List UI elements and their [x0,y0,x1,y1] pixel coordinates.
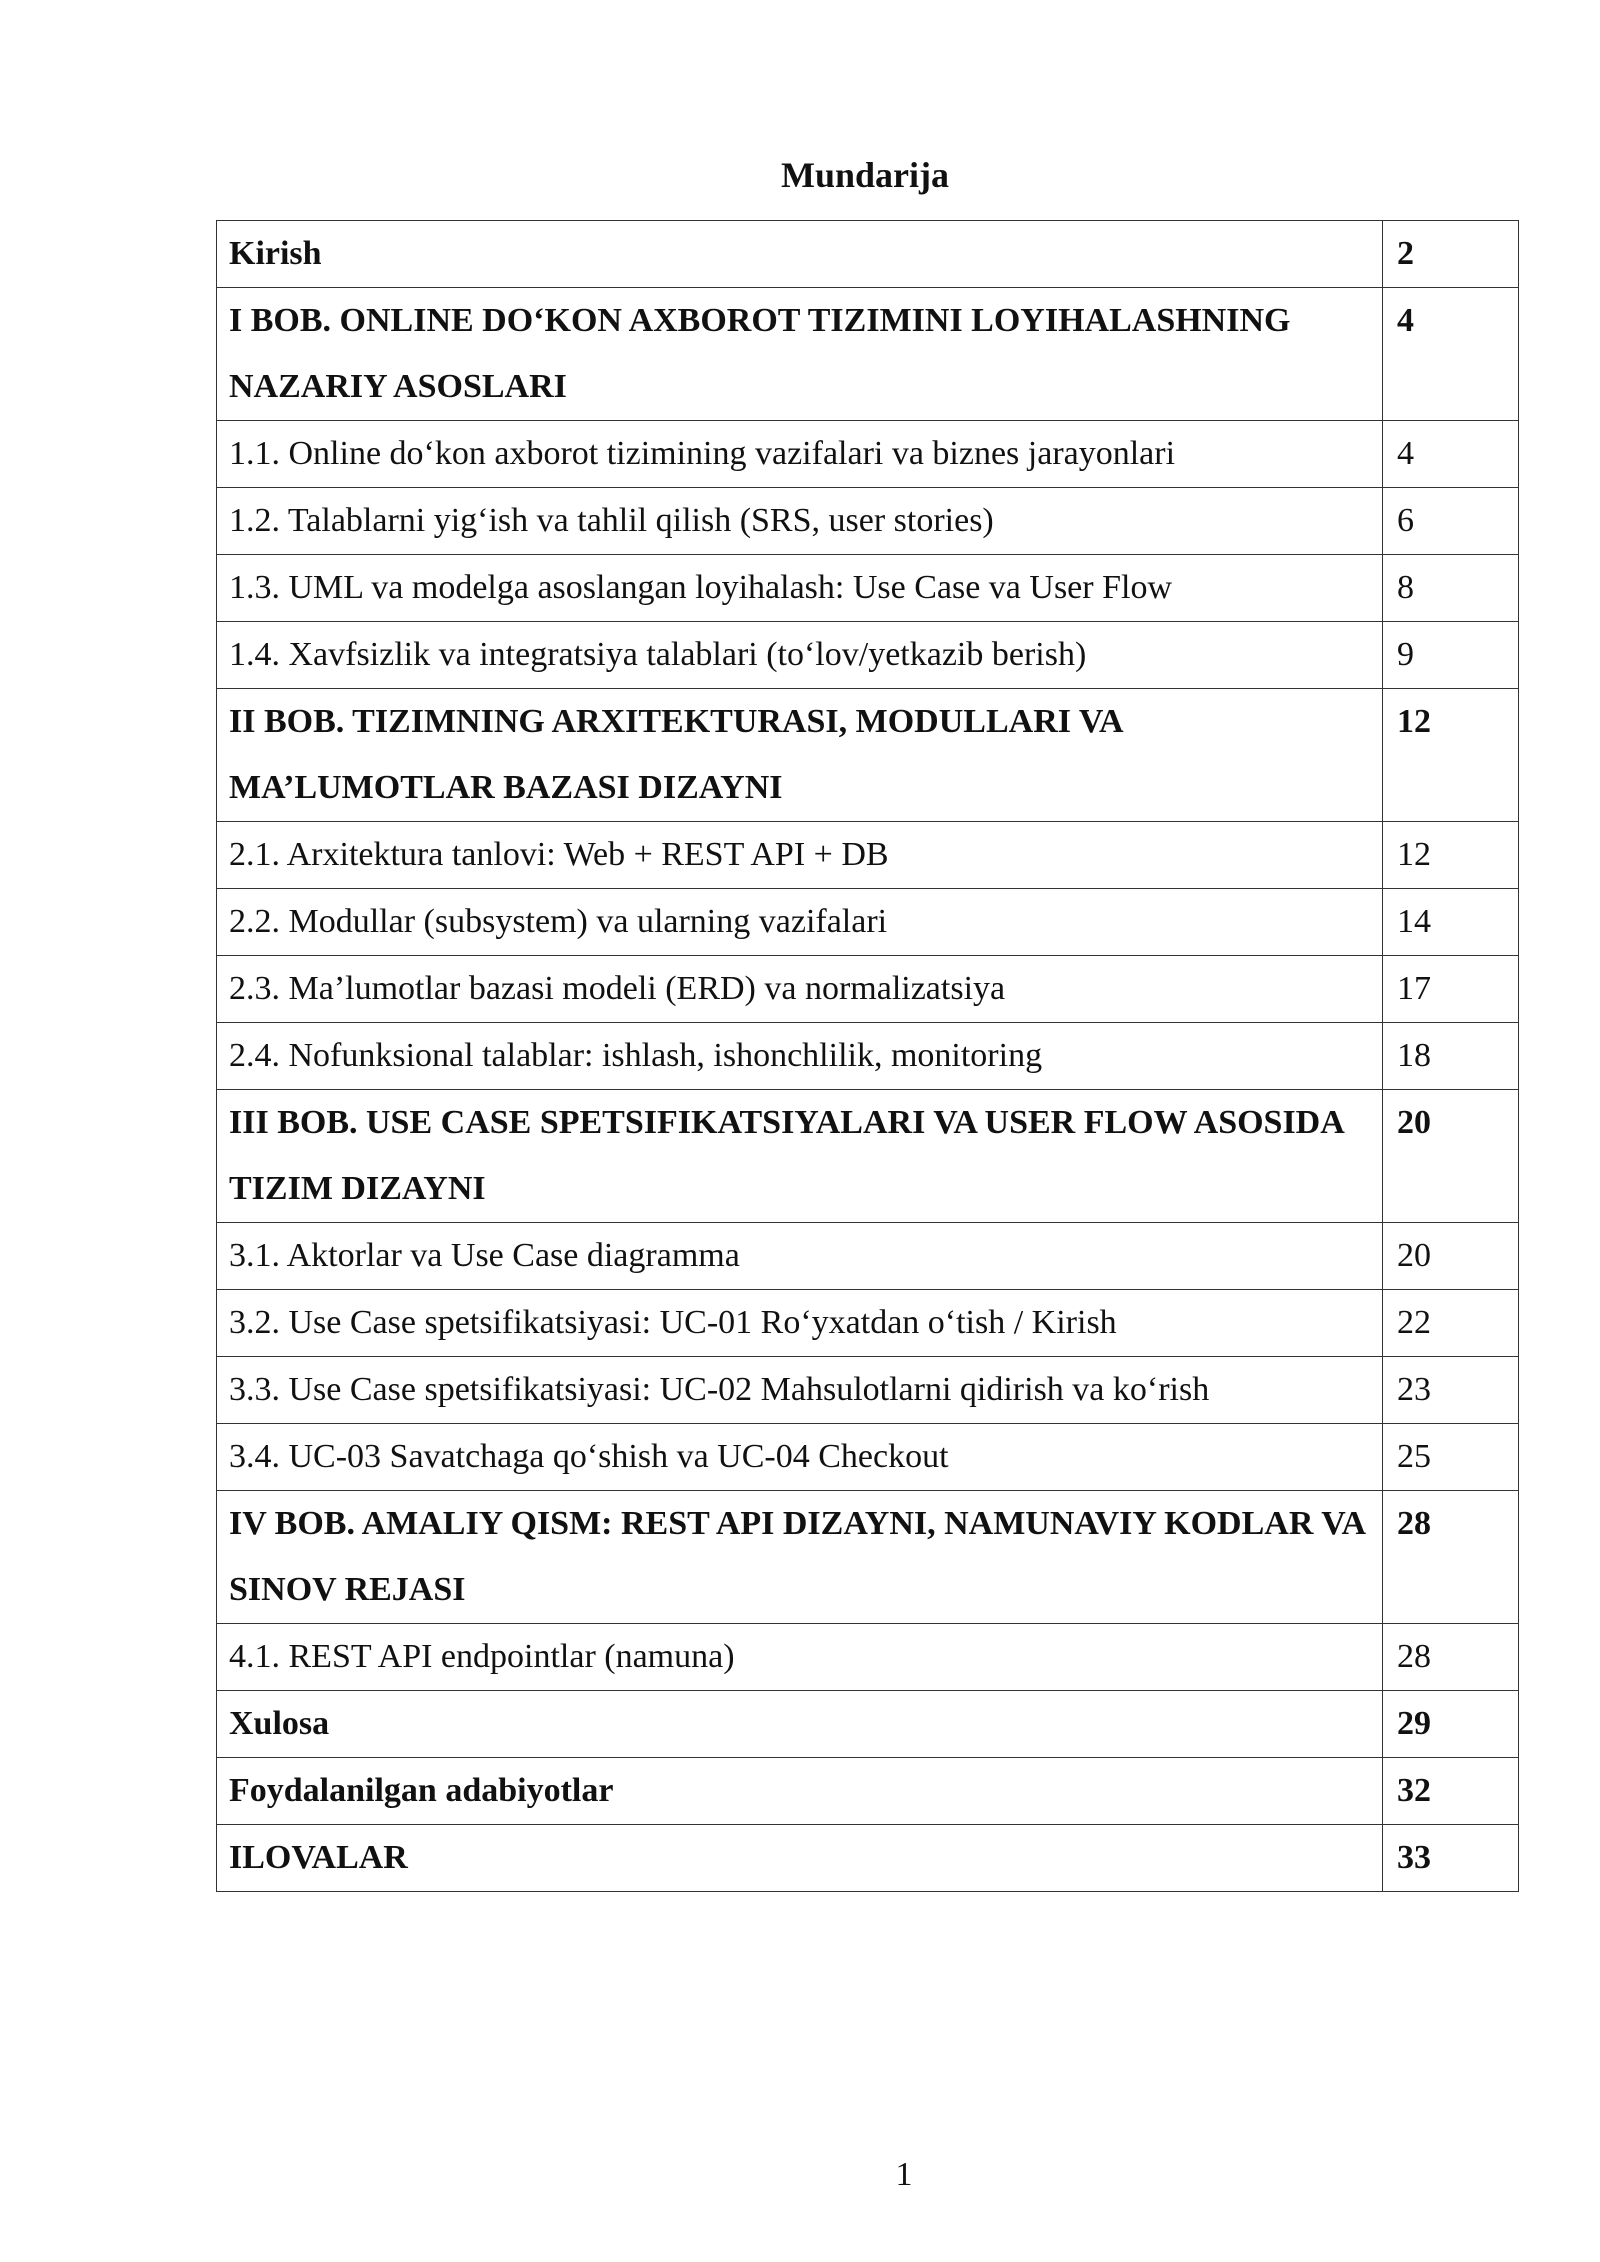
table-of-contents [216,220,1519,1892]
toc-row [217,1357,1519,1424]
toc-entry-page: 12 [1383,689,1519,822]
toc-row [217,956,1519,1023]
toc-entry-page: 23 [1383,1357,1519,1424]
toc-entry-title: 3.4. UC-03 Savatchaga qo‘shish va UC-04 Checkout [217,1424,1383,1491]
toc-entry-page: 8 [1383,555,1519,622]
toc-row [217,1424,1519,1491]
toc-entry-title: 2.3. Ma’lumotlar bazasi modeli (ERD) va normalizatsiya [217,956,1383,1023]
toc-row [217,1691,1519,1758]
toc-row [217,1491,1519,1624]
toc-row [217,1023,1519,1090]
toc-entry-page: 20 [1383,1090,1519,1223]
toc-entry-page: 2 [1383,221,1519,288]
toc-entry-title: 3.2. Use Case spetsifikatsiyasi: UC-01 Ro‘yxatdan o‘tish / Kirish [217,1290,1383,1357]
toc-row [217,1825,1519,1892]
toc-entry-title: Kirish [217,221,1383,288]
toc-row [217,1624,1519,1691]
toc-entry-title: 1.1. Online do‘kon axborot tizimining vazifalari va biznes jarayonlari [217,421,1383,488]
toc-row [217,421,1519,488]
toc-entry-title: 1.3. UML va modelga asoslangan loyihalash: Use Case va User Flow [217,555,1383,622]
toc-entry-title: ILOVALAR [217,1825,1383,1892]
toc-entry-title: 3.1. Aktorlar va Use Case diagramma [217,1223,1383,1290]
toc-entry-title: III BOB. USE CASE SPETSIFIKATSIYALARI VA USER FLOW ASOSIDA TIZIM DIZAYNI [217,1090,1383,1223]
toc-entry-title: 3.3. Use Case spetsifikatsiyasi: UC-02 Mahsulotlarni qidirish va ko‘rish [217,1357,1383,1424]
toc-row [217,889,1519,956]
toc-row [217,288,1519,421]
toc-entry-title: 4.1. REST API endpointlar (namuna) [217,1624,1383,1691]
toc-entry-title: Foydalanilgan adabiyotlar [217,1758,1383,1825]
toc-entry-title: II BOB. TIZIMNING ARXITEKTURASI, MODULLARI VA MA’LUMOTLAR BAZASI DIZAYNI [217,689,1383,822]
toc-entry-page: 28 [1383,1491,1519,1624]
toc-entry-page: 17 [1383,956,1519,1023]
toc-row [217,1758,1519,1825]
page-title: Mundarija [780,155,949,195]
toc-entry-page: 33 [1383,1825,1519,1892]
toc-row [217,1090,1519,1223]
toc-row [217,221,1519,288]
toc-row [217,1290,1519,1357]
toc-entry-page: 22 [1383,1290,1519,1357]
toc-entry-page: 14 [1383,889,1519,956]
toc-entry-title: IV BOB. AMALIY QISM: REST API DIZAYNI, NAMUNAVIY KODLAR VA SINOV REJASI [217,1491,1383,1624]
toc-entry-title: 2.2. Modullar (subsystem) va ularning vazifalari [217,889,1383,956]
toc-entry-title: 1.2. Talablarni yig‘ish va tahlil qilish (SRS, user stories) [217,488,1383,555]
toc-entry-page: 29 [1383,1691,1519,1758]
toc-entry-page: 9 [1383,622,1519,689]
toc-row [217,555,1519,622]
toc-entry-page: 32 [1383,1758,1519,1825]
page-number: 1 [895,2156,913,2193]
toc-entry-page: 4 [1383,288,1519,421]
toc-entry-page: 28 [1383,1624,1519,1691]
toc-entry-title: Xulosa [217,1691,1383,1758]
toc-entry-page: 12 [1383,822,1519,889]
toc-row [217,1223,1519,1290]
toc-entry-page: 20 [1383,1223,1519,1290]
toc-row [217,622,1519,689]
toc-entry-page: 6 [1383,488,1519,555]
toc-entry-page: 25 [1383,1424,1519,1491]
toc-entry-page: 4 [1383,421,1519,488]
toc-entry-title: I BOB. ONLINE DO‘KON AXBOROT TIZIMINI LOYIHALASHNING NAZARIY ASOSLARI [217,288,1383,421]
toc-row [217,488,1519,555]
toc-entry-title: 1.4. Xavfsizlik va integratsiya talablari (to‘lov/yetkazib berish) [217,622,1383,689]
toc-entry-title: 2.4. Nofunksional talablar: ishlash, ishonchlilik, monitoring [217,1023,1383,1090]
toc-entry-title: 2.1. Arxitektura tanlovi: Web + REST API + DB [217,822,1383,889]
toc-row [217,822,1519,889]
toc-entry-page: 18 [1383,1023,1519,1090]
toc-row [217,689,1519,822]
